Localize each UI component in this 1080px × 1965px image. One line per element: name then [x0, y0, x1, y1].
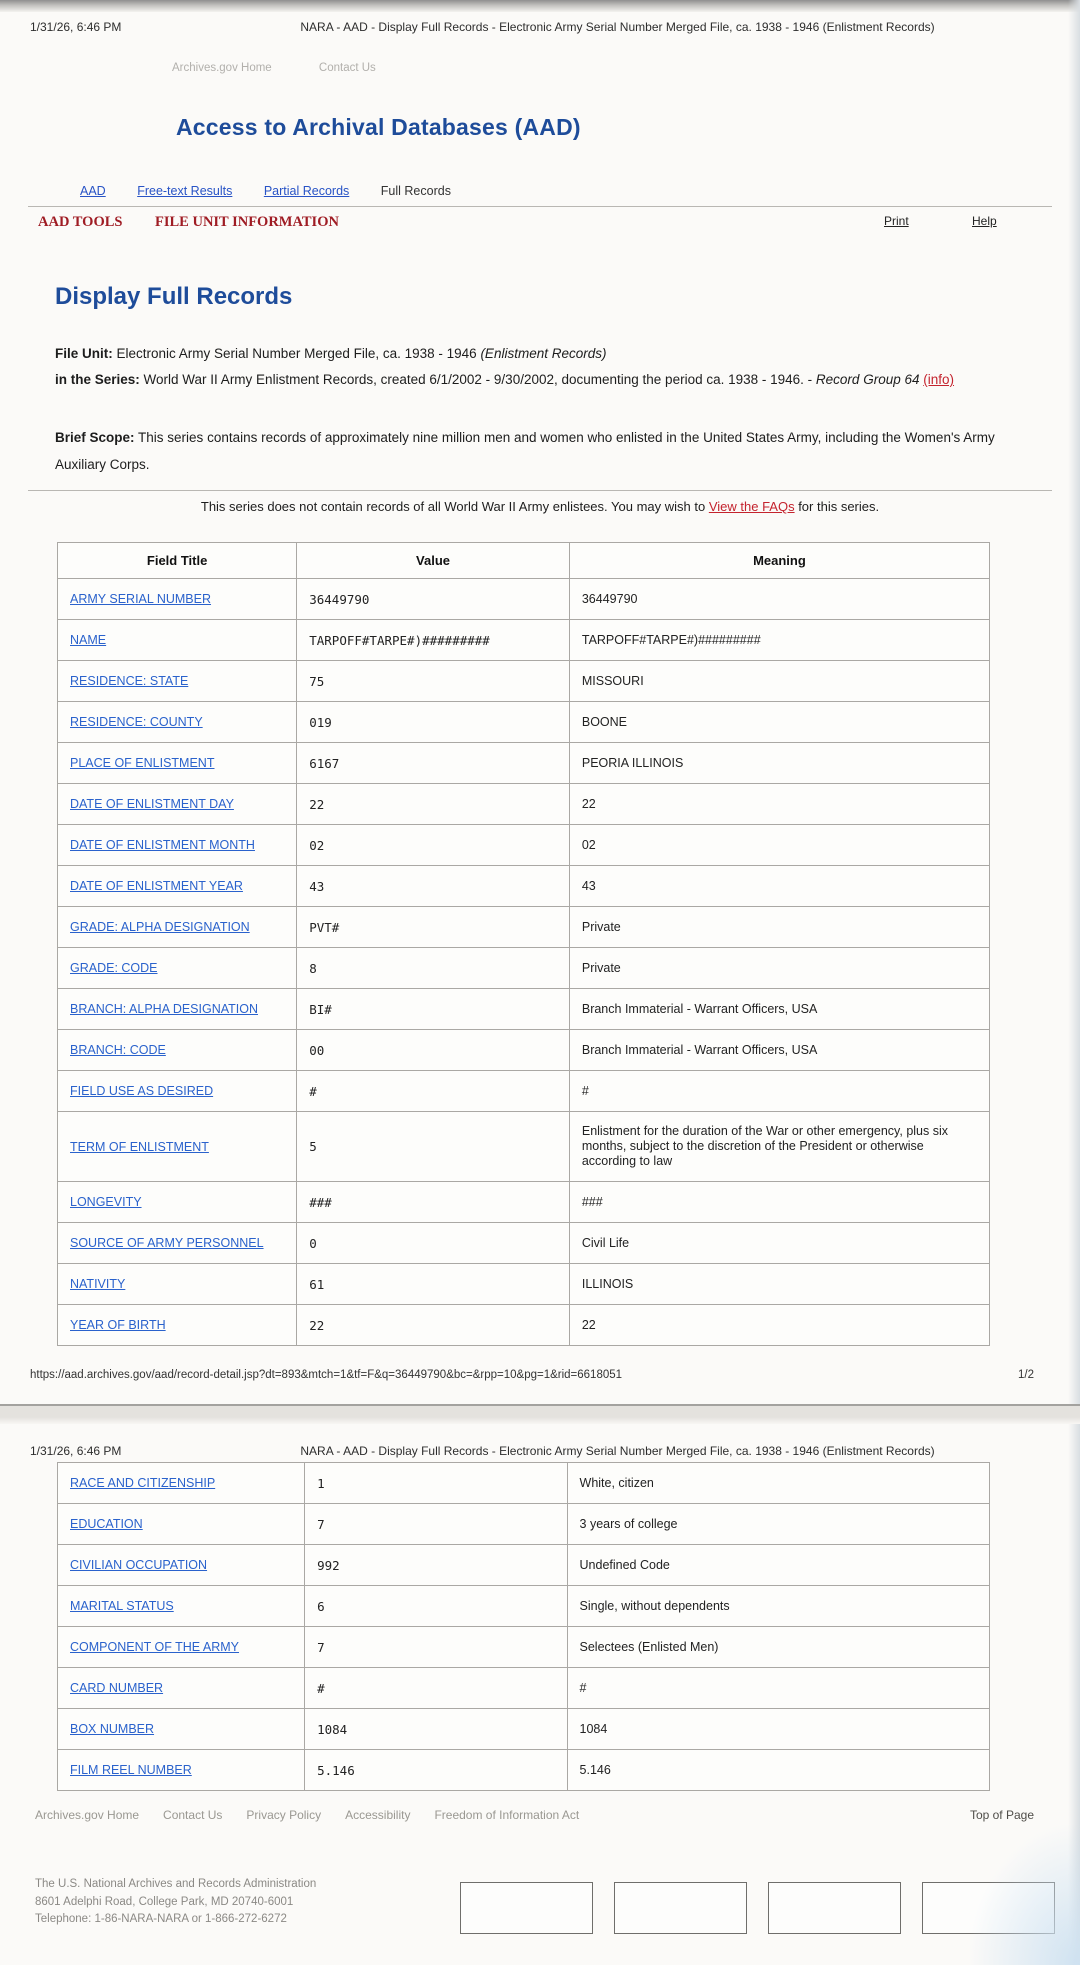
field-value: BI#: [297, 989, 570, 1030]
address-line: 8601 Adelphi Road, College Park, MD 20740-6001: [35, 1895, 294, 1908]
field-title-link[interactable]: NATIVITY: [70, 1277, 126, 1291]
table-row: [58, 702, 990, 743]
scan-artifact-corner: [970, 1825, 1080, 1965]
view-faqs-link[interactable]: View the FAQs: [708, 499, 795, 514]
image-placeholder: [460, 1882, 593, 1934]
file-unit-note: (Enlistment Records): [480, 346, 607, 361]
table-row: [58, 1223, 990, 1264]
field-title-link[interactable]: TERM OF ENLISTMENT: [70, 1139, 209, 1154]
field-meaning: Branch Immaterial - Warrant Officers, USA: [569, 989, 989, 1030]
field-title-link[interactable]: COMPONENT OF THE ARMY: [70, 1640, 240, 1654]
field-title-link[interactable]: CIVILIAN OCCUPATION: [70, 1558, 208, 1572]
field-meaning: 3 years of college: [567, 1504, 989, 1545]
series-note: [28, 499, 1052, 514]
print-timestamp: 1/31/26, 6:46 PM: [30, 1444, 122, 1458]
field-value: 8: [297, 948, 570, 989]
table-row: [58, 1463, 990, 1504]
breadcrumb-aad[interactable]: AAD: [80, 184, 106, 198]
table-row: [58, 1030, 990, 1071]
field-meaning: 1084: [567, 1709, 989, 1750]
field-meaning: MISSOURI: [569, 661, 989, 702]
field-meaning: TARPOFF#TARPE#)#########: [569, 620, 989, 661]
table-row: [58, 948, 990, 989]
field-title-link[interactable]: DATE OF ENLISTMENT YEAR: [70, 879, 243, 893]
field-value: PVT#: [297, 907, 570, 948]
table-row: [58, 1504, 990, 1545]
site-footer-links: [35, 1808, 1040, 1822]
footer-link[interactable]: Archives.gov Home: [35, 1808, 140, 1822]
breadcrumb-partial-records[interactable]: Partial Records: [263, 184, 350, 198]
field-meaning: BOONE: [569, 702, 989, 743]
field-meaning: 22: [569, 1305, 989, 1346]
table-row: [58, 1750, 990, 1791]
table-row: [58, 1305, 990, 1346]
print-url: https://aad.archives.gov/aad/record-detail.jsp?dt=893&mtch=1&tf=F&q=36449790&bc=&rpp=10&pg=1&rid=6618051: [30, 1369, 623, 1381]
site-title: Access to Archival Databases (AAD): [176, 114, 581, 140]
table-row: [58, 1709, 990, 1750]
table-row: [58, 1545, 990, 1586]
footer-image-placeholders: [460, 1882, 1055, 1934]
field-value: 0: [297, 1223, 570, 1264]
printed-page-2: [0, 1424, 1080, 1965]
top-of-page-link[interactable]: Top of Page: [969, 1808, 1034, 1822]
table-row: [58, 1182, 990, 1223]
field-meaning: Selectees (Enlisted Men): [567, 1627, 989, 1668]
series-value: World War II Army Enlistment Records, created 6/1/2002 - 9/30/2002, documenting the period ca. 1938 - 1946. -: [143, 372, 813, 387]
field-value: 019: [297, 702, 570, 743]
field-title-link[interactable]: MARITAL STATUS: [70, 1599, 174, 1613]
table-row: [58, 825, 990, 866]
field-value: 22: [297, 1305, 570, 1346]
footer-link[interactable]: Freedom of Information Act: [434, 1808, 580, 1822]
field-value: TARPOFF#TARPE#)#########: [297, 620, 570, 661]
note-text-after: for this series.: [794, 499, 880, 514]
field-meaning: ###: [569, 1182, 989, 1223]
field-title-link[interactable]: EDUCATION: [70, 1517, 143, 1531]
table-row: [58, 743, 990, 784]
field-meaning: #: [569, 1071, 989, 1112]
contact-us-link[interactable]: Contact Us: [318, 62, 376, 74]
record-group: Record Group 64: [815, 372, 920, 387]
field-value: 1: [305, 1463, 567, 1504]
col-header-meaning: Meaning: [569, 543, 989, 579]
print-timestamp: 1/31/26, 6:46 PM: [30, 20, 122, 34]
field-title-link[interactable]: DATE OF ENLISTMENT DAY: [70, 797, 234, 811]
field-meaning: PEORIA ILLINOIS: [569, 743, 989, 784]
field-title-link[interactable]: YEAR OF BIRTH: [70, 1318, 166, 1332]
field-meaning: Private: [569, 948, 989, 989]
footer-link[interactable]: Privacy Policy: [246, 1808, 322, 1822]
divider: [28, 490, 1052, 491]
breadcrumb: [80, 184, 451, 198]
col-header-field-title: Field Title: [58, 543, 297, 579]
footer-link[interactable]: Accessibility: [345, 1808, 411, 1822]
record-table-page2: [57, 1462, 990, 1791]
file-unit-description: [55, 341, 1022, 393]
record-table-page1: [57, 542, 990, 1346]
note-text-before: This series does not contain records of all World War II Army enlistees. You may wish to: [200, 499, 709, 514]
table-header-row: [58, 543, 990, 579]
field-title-link[interactable]: FILM REEL NUMBER: [70, 1763, 192, 1777]
address-line: Telephone: 1-86-NARA-NARA or 1-866-272-6272: [35, 1913, 287, 1925]
brief-scope-label: Brief Scope:: [55, 430, 135, 445]
image-placeholder: [614, 1882, 747, 1934]
table-row: [58, 784, 990, 825]
field-meaning: ILLINOIS: [569, 1264, 989, 1305]
field-title-link[interactable]: RESIDENCE: COUNTY: [70, 715, 203, 729]
address-line: The U.S. National Archives and Records Administration: [35, 1878, 317, 1890]
field-title-link[interactable]: DATE OF ENLISTMENT MONTH: [70, 838, 255, 852]
file-unit-label: File Unit:: [55, 346, 113, 361]
table-row: [58, 620, 990, 661]
field-value: 6: [305, 1586, 567, 1627]
series-label: in the Series:: [55, 372, 140, 387]
field-title-link[interactable]: CARD NUMBER: [70, 1681, 164, 1695]
field-title-link[interactable]: GRADE: CODE: [70, 961, 158, 975]
print-page-title: NARA - AAD - Display Full Records - Electronic Army Serial Number Merged File, ca. 1938 - 1946 (Enlistment Records): [300, 20, 935, 34]
field-title-link[interactable]: RESIDENCE: STATE: [70, 674, 189, 688]
field-value: 7: [305, 1504, 567, 1545]
table-row: [58, 661, 990, 702]
field-title-link[interactable]: PLACE OF ENLISTMENT: [70, 756, 215, 770]
field-value: #: [297, 1071, 570, 1112]
field-value: ###: [297, 1182, 570, 1223]
field-value: 6167: [297, 743, 570, 784]
brief-scope-text: This series contains records of approximately nine million men and women who enlisted in the United States Army, including the Women's Army Auxiliary Corps.: [55, 430, 995, 472]
field-meaning: 02: [569, 825, 989, 866]
field-meaning: Undefined Code: [567, 1545, 989, 1586]
image-placeholder: [768, 1882, 901, 1934]
breadcrumb-free-text-results[interactable]: Free-text Results: [137, 184, 233, 198]
table-row: [58, 1071, 990, 1112]
help-link[interactable]: Help: [972, 214, 997, 228]
table-row: [58, 866, 990, 907]
field-title-link[interactable]: BRANCH: ALPHA DESIGNATION: [70, 1002, 259, 1016]
table-row: [58, 907, 990, 948]
field-value: 5.146: [305, 1750, 567, 1791]
field-value: 61: [297, 1264, 570, 1305]
field-value: #: [305, 1668, 567, 1709]
table-row: [58, 989, 990, 1030]
scan-artifact-top-edge: [0, 0, 1080, 12]
table-row: [58, 1112, 990, 1182]
field-title-link[interactable]: RACE AND CITIZENSHIP: [70, 1476, 216, 1490]
field-title-link[interactable]: GRADE: ALPHA DESIGNATION: [70, 920, 250, 934]
field-title-link[interactable]: ARMY SERIAL NUMBER: [70, 592, 212, 606]
field-meaning: White, citizen: [567, 1463, 989, 1504]
field-title-link[interactable]: LONGEVITY: [70, 1195, 142, 1209]
table-row: [58, 1586, 990, 1627]
field-title-link[interactable]: FIELD USE AS DESIRED: [70, 1084, 214, 1098]
field-meaning: 22: [569, 784, 989, 825]
breadcrumb-full-records-current: Full Records: [380, 184, 451, 198]
field-meaning: Single, without dependents: [567, 1586, 989, 1627]
field-meaning: Private: [569, 907, 989, 948]
aad-tools-menu[interactable]: AAD TOOLS: [38, 214, 123, 230]
field-value: 1084: [305, 1709, 567, 1750]
field-value: 992: [305, 1545, 567, 1586]
footer-link[interactable]: Contact Us: [163, 1808, 223, 1822]
field-value: 36449790: [297, 579, 570, 620]
field-title-link[interactable]: NAME: [70, 633, 107, 647]
field-meaning: 5.146: [567, 1750, 989, 1791]
table-row: [58, 1627, 990, 1668]
field-value: 22: [297, 784, 570, 825]
archives-home-link[interactable]: Archives.gov Home: [172, 62, 272, 74]
field-meaning: Civil Life: [569, 1223, 989, 1264]
field-title-link[interactable]: SOURCE OF ARMY PERSONNEL: [70, 1236, 264, 1250]
nara-address: [35, 1876, 316, 1929]
field-value: 75: [297, 661, 570, 702]
scan-page-break: [0, 1404, 1080, 1424]
field-value: 7: [305, 1627, 567, 1668]
file-unit-value: Electronic Army Serial Number Merged File, ca. 1938 - 1946: [116, 346, 477, 361]
table-row: [58, 1668, 990, 1709]
field-title-link[interactable]: BRANCH: CODE: [70, 1043, 166, 1057]
field-value: 02: [297, 825, 570, 866]
table-row: [58, 1264, 990, 1305]
field-value: 43: [297, 866, 570, 907]
print-link[interactable]: Print: [884, 214, 909, 228]
tools-row: [0, 214, 1080, 234]
field-meaning: 36449790: [569, 579, 989, 620]
field-meaning: Branch Immaterial - Warrant Officers, USA: [569, 1030, 989, 1071]
field-meaning: 43: [569, 866, 989, 907]
field-value: 00: [297, 1030, 570, 1071]
table-row: [58, 579, 990, 620]
divider: [28, 206, 1052, 207]
print-page-title: NARA - AAD - Display Full Records - Electronic Army Serial Number Merged File, ca. 1938 - 1946 (Enlistment Records): [300, 1444, 935, 1458]
page-title: Display Full Records: [55, 283, 293, 310]
masthead-links: [172, 62, 420, 74]
field-title-link[interactable]: BOX NUMBER: [70, 1722, 155, 1736]
info-link[interactable]: (info): [923, 372, 955, 387]
field-meaning: #: [567, 1668, 989, 1709]
file-unit-information-menu[interactable]: FILE UNIT INFORMATION: [155, 214, 339, 230]
field-meaning: Enlistment for the duration of the War or other emergency, plus six months, subject to the discretion of the President or otherwise according to law: [569, 1112, 989, 1182]
col-header-value: Value: [297, 543, 570, 579]
print-page-indicator: 1/2: [1018, 1369, 1034, 1381]
field-value: 5: [297, 1112, 570, 1182]
brief-scope: [55, 424, 1025, 478]
